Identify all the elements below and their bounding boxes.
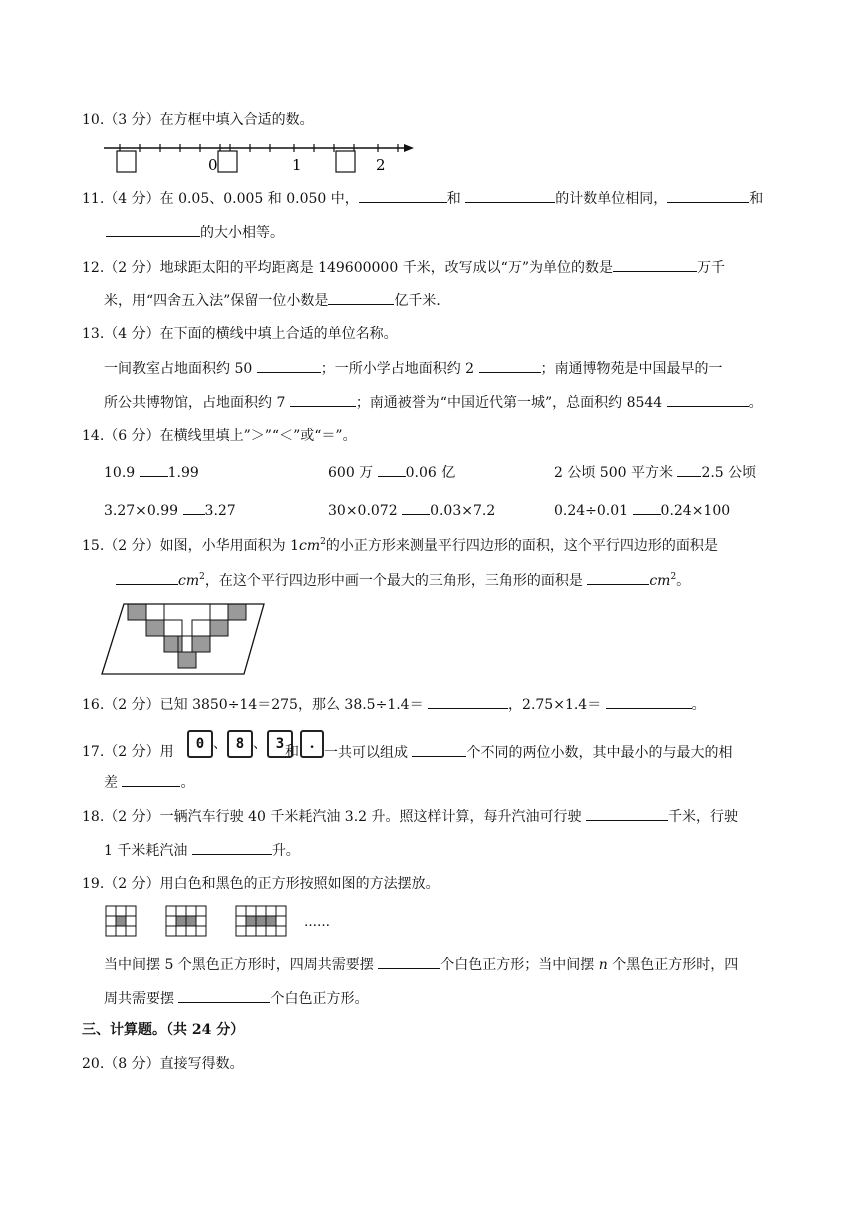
question-number: 10.	[82, 112, 105, 128]
answer-box	[117, 151, 136, 172]
question-12: 12.（2 分）地球距太阳的平均距离是 149600000 千米，改写成以“万”为单位的数是 万千	[82, 257, 725, 278]
pattern-3	[236, 906, 286, 936]
answer-blank[interactable]	[378, 954, 440, 969]
arrow-icon	[404, 144, 414, 152]
answer-blank[interactable]	[183, 500, 205, 515]
section-heading: 三、计算题。（共 24 分）	[82, 1022, 245, 1038]
answer-blank[interactable]	[667, 392, 749, 407]
question-16: 16.（2 分）已知 3850÷14＝275，那么 38.5÷1.4＝ ，2.75×1.4＝ 。	[82, 694, 706, 715]
question-13-line2: 所公共博物馆，占地面积约 7 ；南通被誉为“中国近代第一城”，总面积约 8544 。	[104, 392, 763, 413]
digit-card: 8	[227, 730, 253, 758]
decimal-point-card: .	[300, 730, 324, 758]
question-13-line1: 一间教室占地面积约 50 ；一所小学占地面积约 2 ；南通博物苑是中国最早的一	[104, 358, 723, 379]
question-19-line2: 周共需要摆 个白色正方形。	[104, 988, 368, 1009]
question-18: 18.（2 分）一辆汽车行驶 40 千米耗汽油 3.2 升。照这样计算，每升汽油可行驶 千米，行驶	[82, 806, 738, 827]
answer-blank[interactable]	[412, 742, 466, 757]
answer-blank[interactable]	[257, 358, 321, 373]
compare-item: 0.24÷0.01 0.24×100	[554, 500, 730, 521]
question-13: 13.（4 分）在下面的横线中填上合适的单位名称。	[82, 326, 398, 342]
answer-blank[interactable]	[116, 570, 178, 585]
question-17-tail: 一共可以组成 个不同的两位小数，其中最小的与最大的相	[324, 742, 732, 763]
ellipsis: ……	[304, 915, 330, 930]
answer-blank[interactable]	[677, 462, 701, 477]
digit-card: 0	[187, 730, 213, 758]
pattern-2	[166, 906, 206, 936]
question-12-line2: 米，用“四舍五入法”保留一位小数是 亿千米．	[104, 290, 450, 311]
compare-item: 2 公顷 500 平方米 2.5 公顷	[554, 462, 756, 483]
compare-item: 600 万 0.06 亿	[328, 462, 455, 483]
answer-blank[interactable]	[359, 188, 447, 203]
answer-blank[interactable]	[465, 188, 555, 203]
question-text: （3 分）在方框中填入合适的数。	[104, 112, 314, 128]
answer-box	[218, 151, 237, 172]
answer-blank[interactable]	[178, 988, 270, 1003]
question-15: 15.（2 分）如图，小华用面积为 $1cm^2$的小正方形来测量平行四边形的面积，这个平行四边形的面积是	[82, 537, 718, 554]
pattern-1	[106, 906, 136, 936]
answer-blank[interactable]	[587, 570, 649, 585]
answer-blank[interactable]	[140, 462, 168, 477]
question-17-rest: 和	[285, 744, 299, 760]
question-19-line1: 当中间摆 5 个黑色正方形时，四周共需要摆 个白色正方形；当中间摆 n 个黑色正方形时，四	[104, 954, 738, 975]
question-17-line2: 差 。	[104, 772, 194, 793]
compare-item: 30×0.072 0.03×7.2	[328, 500, 495, 521]
question-18-line2: 1 千米耗汽油 升。	[104, 840, 300, 861]
answer-blank[interactable]	[667, 188, 749, 203]
answer-blank[interactable]	[633, 500, 661, 515]
parallelogram-figure	[100, 602, 270, 678]
question-17: 17.（2 分）用	[82, 744, 174, 760]
tick-label: 0	[208, 156, 218, 174]
answer-blank[interactable]	[106, 222, 200, 237]
answer-blank[interactable]	[378, 462, 406, 477]
question-11-line2: 的大小相等。	[106, 222, 284, 243]
compare-item: 10.9 1.99	[104, 462, 199, 483]
answer-blank[interactable]	[613, 257, 697, 272]
answer-blank[interactable]	[402, 500, 430, 515]
question-10	[82, 110, 314, 130]
answer-blank[interactable]	[479, 358, 541, 373]
answer-box	[336, 151, 355, 172]
compare-item: 3.27×0.99 3.27	[104, 500, 236, 521]
answer-blank[interactable]	[290, 392, 356, 407]
answer-blank[interactable]	[328, 290, 394, 305]
answer-blank[interactable]	[122, 772, 180, 787]
digit-card: 3	[267, 730, 293, 758]
question-11: 11.（4 分）在 0.05、0.005 和 0.050 中， 和 的计数单位相同， 和	[82, 188, 763, 209]
square-pattern-figure	[104, 906, 354, 940]
tick-label: 2	[376, 156, 386, 174]
question-19: 19.（2 分）用白色和黑色的正方形按照如图的方法摆放。	[82, 876, 440, 892]
number-line-figure	[100, 140, 420, 176]
question-14: 14.（6 分）在横线里填上”＞”“＜”或“＝”。	[82, 428, 357, 444]
answer-blank[interactable]	[428, 694, 508, 709]
question-20: 20.（8 分）直接写得数。	[82, 1056, 244, 1072]
answer-blank[interactable]	[586, 806, 668, 821]
digit-cards: 0 、 8 、 3	[187, 730, 293, 760]
tick-label: 1	[292, 156, 302, 174]
answer-blank[interactable]	[192, 840, 272, 855]
question-15-line2: $cm^2$，在这个平行四边形中画一个最大的三角形，三角形的面积是 $cm^2$。	[116, 570, 690, 591]
answer-blank[interactable]	[606, 694, 692, 709]
